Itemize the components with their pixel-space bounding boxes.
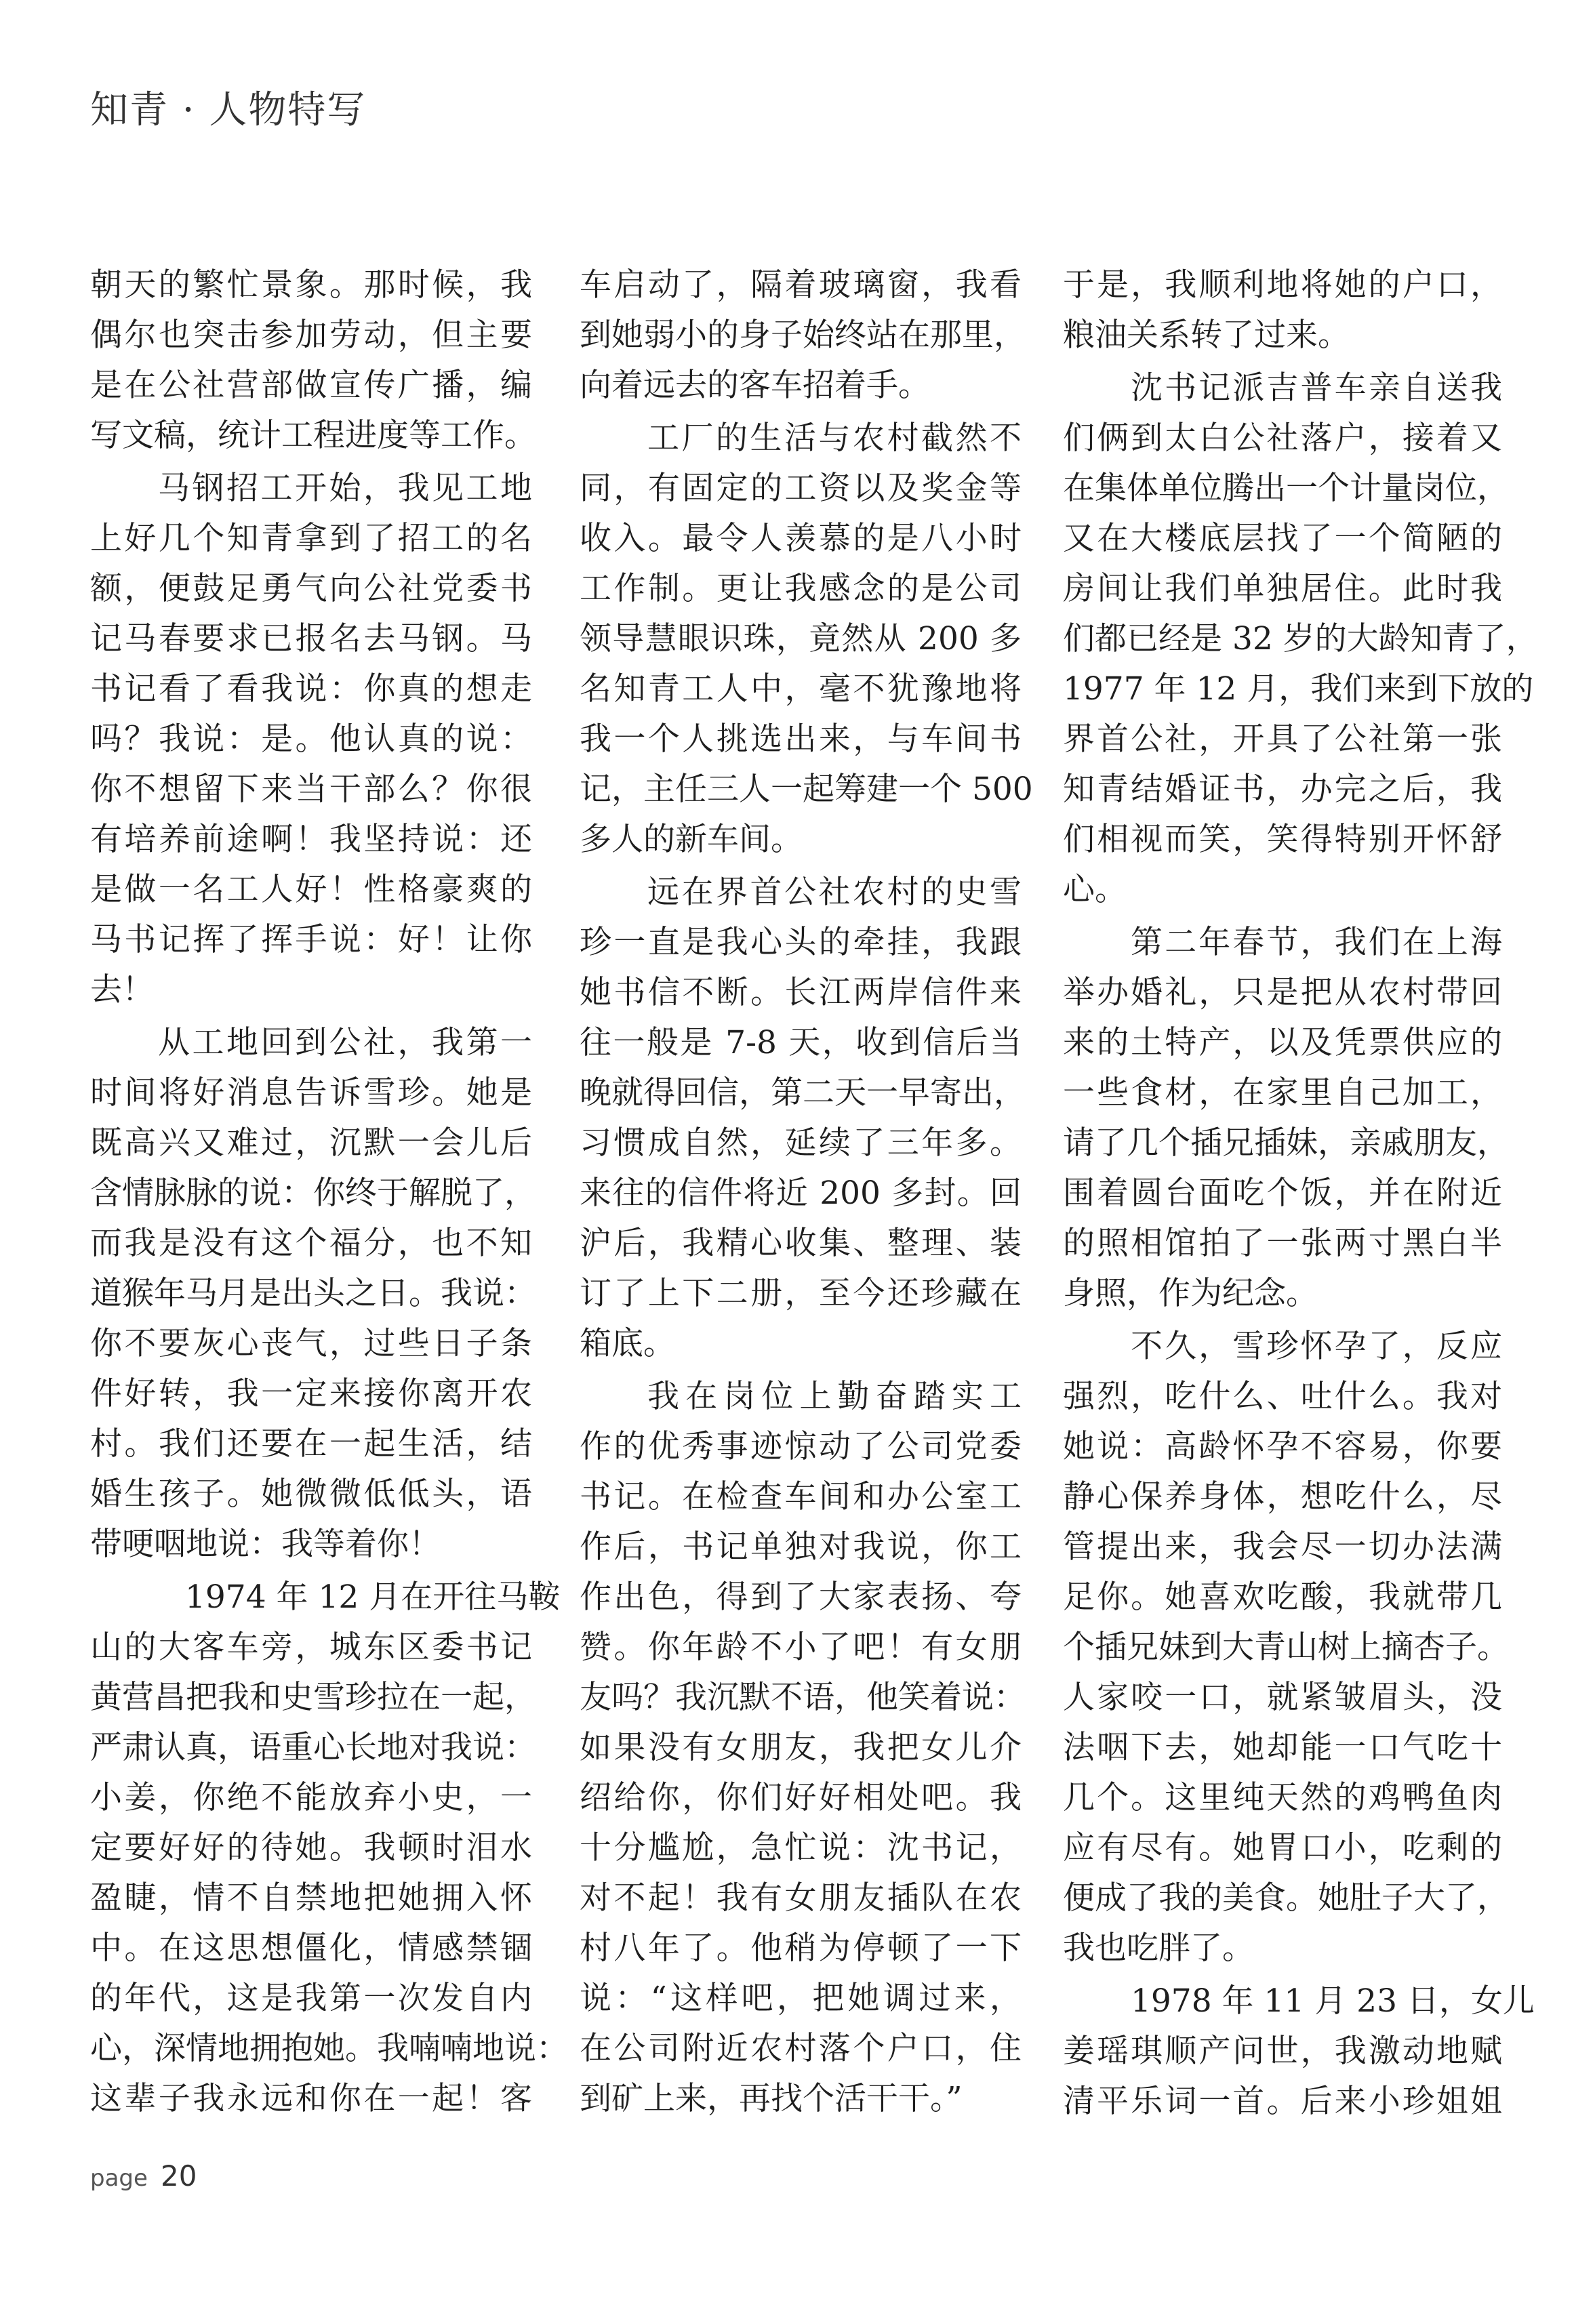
text-line: 的年代，这是我第一次发自内: [90, 1980, 532, 2017]
text-line: 婚生孩子。她微微低低头，语: [90, 1475, 532, 1513]
text-line: 身照，作为纪念。: [1063, 1275, 1318, 1312]
text-line: 定要好好的待她。我顿时泪水: [90, 1829, 532, 1867]
text-line: 工作制。更让我感念的是公司: [580, 570, 1022, 607]
text-line: 书记看了看我说：你真的想走: [90, 670, 532, 708]
text-line: 在公司附近农村落个户口，住: [580, 2030, 1022, 2067]
page-label: page: [90, 2165, 148, 2192]
text-line: 额，便鼓足勇气向公社党委书: [90, 570, 532, 607]
running-head-section-title: 知青 · 人物特写: [90, 88, 367, 132]
text-line: 姜瑶琪顺产问世，我激动地赋: [1063, 2033, 1502, 2070]
text-line: 名知青工人中，毫不犹豫地将: [580, 670, 1022, 708]
text-line: 沪后，我精心收集、整理、装: [580, 1225, 1022, 1262]
text-line: 人家咬一口，就紧皱眉头，没: [1063, 1679, 1502, 1716]
text-line: 村。我们还要在一起生活，结: [90, 1425, 532, 1463]
text-line: 心。: [1063, 871, 1127, 908]
text-line: 带哽咽地说：我等着你！: [90, 1526, 441, 1563]
text-line: 作的优秀事迹惊动了公司党委: [580, 1428, 1022, 1465]
text-line: 她书信不断。长江两岸信件来: [580, 974, 1022, 1011]
text-line: 而我是没有这个福分，也不知: [90, 1225, 532, 1262]
text-line: 绍给你，你们好好相处吧。我: [580, 1779, 1022, 1816]
text-line: 们相视而笑，笑得特别开怀舒: [1063, 821, 1502, 858]
text-line: 们都已经是 32 岁的大龄知青了，: [1063, 620, 1538, 657]
article-column-1: [90, 260, 568, 2124]
text-line: 道猴年马月是出头之日。我说：: [90, 1275, 536, 1312]
text-line: 既高兴又难过，沉默一会儿后: [90, 1124, 532, 1162]
text-line: 箱底。: [580, 1325, 675, 1362]
text-line: 静心保养身体，想吃什么，尽: [1063, 1478, 1502, 1515]
article-column-3: [1063, 260, 1538, 2127]
text-line: 记，主任三人一起筹建一个 500: [580, 771, 1033, 808]
text-line: 沈书记派吉普车亲自送我: [1131, 369, 1502, 407]
text-line: 作后，书记单独对我说，你工: [580, 1528, 1022, 1566]
text-line: 写文稿，统计工程进度等工作。: [90, 417, 536, 454]
text-line: 你不要灰心丧气，过些日子条: [90, 1325, 532, 1362]
text-line: 往一般是 7-8 天，收到信后当: [580, 1024, 1022, 1061]
text-line: 来往的信件将近 200 多封。回: [580, 1175, 1022, 1212]
text-line: 去！: [90, 971, 154, 1008]
text-line: 于是，我顺利地将她的户口，: [1063, 266, 1502, 304]
text-line: 含情脉脉的说：你终于解脱了，: [90, 1175, 536, 1212]
text-line: 领导慧眼识珠，竟然从 200 多: [580, 620, 1022, 657]
text-line: 中。在这思想僵化，情感禁锢: [90, 1930, 532, 1967]
text-line: 说：“这样吧，把她调过来，: [580, 1980, 1022, 2017]
text-line: 小姜，你绝不能放弃小史，一: [90, 1779, 532, 1816]
text-line: 在集体单位腾出一个计量岗位，: [1063, 470, 1509, 507]
text-line: 我在岗位上勤奋踏实工: [647, 1378, 1022, 1415]
text-line: 我也吃胖了。: [1063, 1930, 1254, 1967]
text-line: 如果没有女朋友，我把女儿介: [580, 1729, 1022, 1766]
text-line: 记马春要求已报名去马钢。马: [90, 620, 532, 657]
text-line: 远在界首公社农村的史雪: [647, 874, 1022, 911]
text-line: 围着圆台面吃个饭，并在附近: [1063, 1175, 1502, 1212]
text-line: 晚就得回信，第二天一早寄出，: [580, 1074, 1026, 1112]
text-line: 举办婚礼，只是把从农村带回: [1063, 974, 1502, 1011]
text-line: 工厂的生活与农村截然不: [647, 420, 1022, 457]
text-line: 赞。你年龄不小了吧！有女朋: [580, 1629, 1022, 1666]
text-line: 粮油关系转了过来。: [1063, 317, 1350, 354]
text-line: 偶尔也突击参加劳动，但主要: [90, 317, 532, 354]
text-line: 房间让我们单独居住。此时我: [1063, 570, 1502, 607]
text-line: 来的土特产，以及凭票供应的: [1063, 1024, 1502, 1061]
text-line: 严肃认真，语重心长地对我说：: [90, 1729, 536, 1766]
text-line: 吗？我说：是。他认真的说：: [90, 720, 532, 758]
text-line: 车启动了，隔着玻璃窗，我看: [580, 266, 1022, 304]
text-line: 马书记挥了挥手说：好！让你: [90, 921, 532, 958]
text-line: 界首公社，开具了公社第一张: [1063, 720, 1502, 758]
page-footer: [90, 2159, 197, 2193]
text-line: 足你。她喜欢吃酸，我就带几: [1063, 1578, 1502, 1616]
text-line: 十分尴尬，急忙说：沈书记，: [580, 1829, 1022, 1867]
text-line: 友吗？我沉默不语，他笑着说：: [580, 1679, 1026, 1716]
text-line: 是做一名工人好！性格豪爽的: [90, 871, 532, 908]
text-line: 们俩到太白公社落户，接着又: [1063, 420, 1502, 457]
text-line: 朝天的繁忙景象。那时候，我: [90, 266, 532, 304]
text-line: 村八年了。他稍为停顿了一下: [580, 1930, 1022, 1967]
text-line: 不久，雪珍怀孕了，反应: [1131, 1328, 1502, 1365]
text-line: 强烈，吃什么、吐什么。我对: [1063, 1378, 1502, 1415]
text-line: 黄营昌把我和史雪珍拉在一起，: [90, 1679, 536, 1716]
text-line: 从工地回到公社，我第一: [158, 1024, 532, 1061]
text-line: 时间将好消息告诉雪珍。她是: [90, 1074, 532, 1112]
text-line: 山的大客车旁，城东区委书记: [90, 1629, 532, 1666]
text-line: 1977 年 12 月，我们来到下放的: [1063, 670, 1534, 708]
text-line: 几个。这里纯天然的鸡鸭鱼肉: [1063, 1779, 1502, 1816]
text-line: 马钢招工开始，我见工地: [158, 470, 532, 507]
text-line: 一些食材，在家里自己加工，: [1063, 1074, 1502, 1112]
text-line: 盈睫，情不自禁地把她拥入怀: [90, 1879, 532, 1917]
text-line: 1974 年 12 月在开往马鞍: [185, 1578, 561, 1616]
text-line: 法咽下去，她却能一口气吃十: [1063, 1729, 1502, 1766]
text-line: 心，深情地拥抱她。我喃喃地说：: [90, 2030, 568, 2067]
text-line: 我一个人挑选出来，与车间书: [580, 720, 1022, 758]
text-line: 请了几个插兄插妹，亲戚朋友，: [1063, 1124, 1509, 1162]
article-column-2: [580, 260, 1033, 2127]
text-line: 管提出来，我会尽一切办法满: [1063, 1528, 1502, 1566]
text-line: 清平乐词一首。后来小珍姐姐: [1063, 2083, 1502, 2120]
text-line: 收入。最令人羡慕的是八小时: [580, 520, 1022, 557]
text-line: 书记。在检查车间和办公室工: [580, 1478, 1022, 1515]
text-line: 有培养前途啊！我坚持说：还: [90, 821, 532, 858]
text-line: 多人的新车间。: [580, 821, 803, 858]
text-line: 知青结婚证书，办完之后，我: [1063, 771, 1502, 808]
text-line: 件好转，我一定来接你离开农: [90, 1375, 532, 1412]
text-line: 到她弱小的身子始终站在那里，: [580, 317, 1026, 354]
text-line: 订了上下二册，至今还珍藏在: [580, 1275, 1022, 1312]
text-line: 这辈子我永远和你在一起！客: [90, 2080, 532, 2117]
text-line: 她说：高龄怀孕不容易，你要: [1063, 1428, 1502, 1465]
text-line: 你不想留下来当干部么？你很: [90, 771, 532, 808]
text-line: 对不起！我有女朋友插队在农: [580, 1879, 1022, 1917]
text-line: 又在大楼底层找了一个简陋的: [1063, 520, 1502, 557]
text-line: 第二年春节，我们在上海: [1131, 924, 1502, 961]
text-line: 便成了我的美食。她肚子大了，: [1063, 1879, 1509, 1917]
text-line: 上好几个知青拿到了招工的名: [90, 520, 532, 557]
page-number: 20: [161, 2159, 197, 2193]
text-line: 习惯成自然，延续了三年多。: [580, 1124, 1022, 1162]
text-line: 1978 年 11 月 23 日，女儿: [1131, 1982, 1535, 2020]
text-line: 应有尽有。她胃口小，吃剩的: [1063, 1829, 1502, 1867]
text-line: 同，有固定的工资以及奖金等: [580, 470, 1022, 507]
text-line: 的照相馆拍了一张两寸黑白半: [1063, 1225, 1502, 1262]
text-line: 珍一直是我心头的牵挂，我跟: [580, 924, 1022, 961]
text-line: 到矿上来，再找个活干干。”: [580, 2080, 963, 2117]
text-line: 个插兄妹到大青山树上摘杏子。: [1063, 1629, 1509, 1666]
text-line: 作出色，得到了大家表扬、夸: [580, 1578, 1022, 1616]
text-line: 向着远去的客车招着手。: [580, 367, 930, 404]
text-line: 是在公社营部做宣传广播，编: [90, 367, 532, 404]
